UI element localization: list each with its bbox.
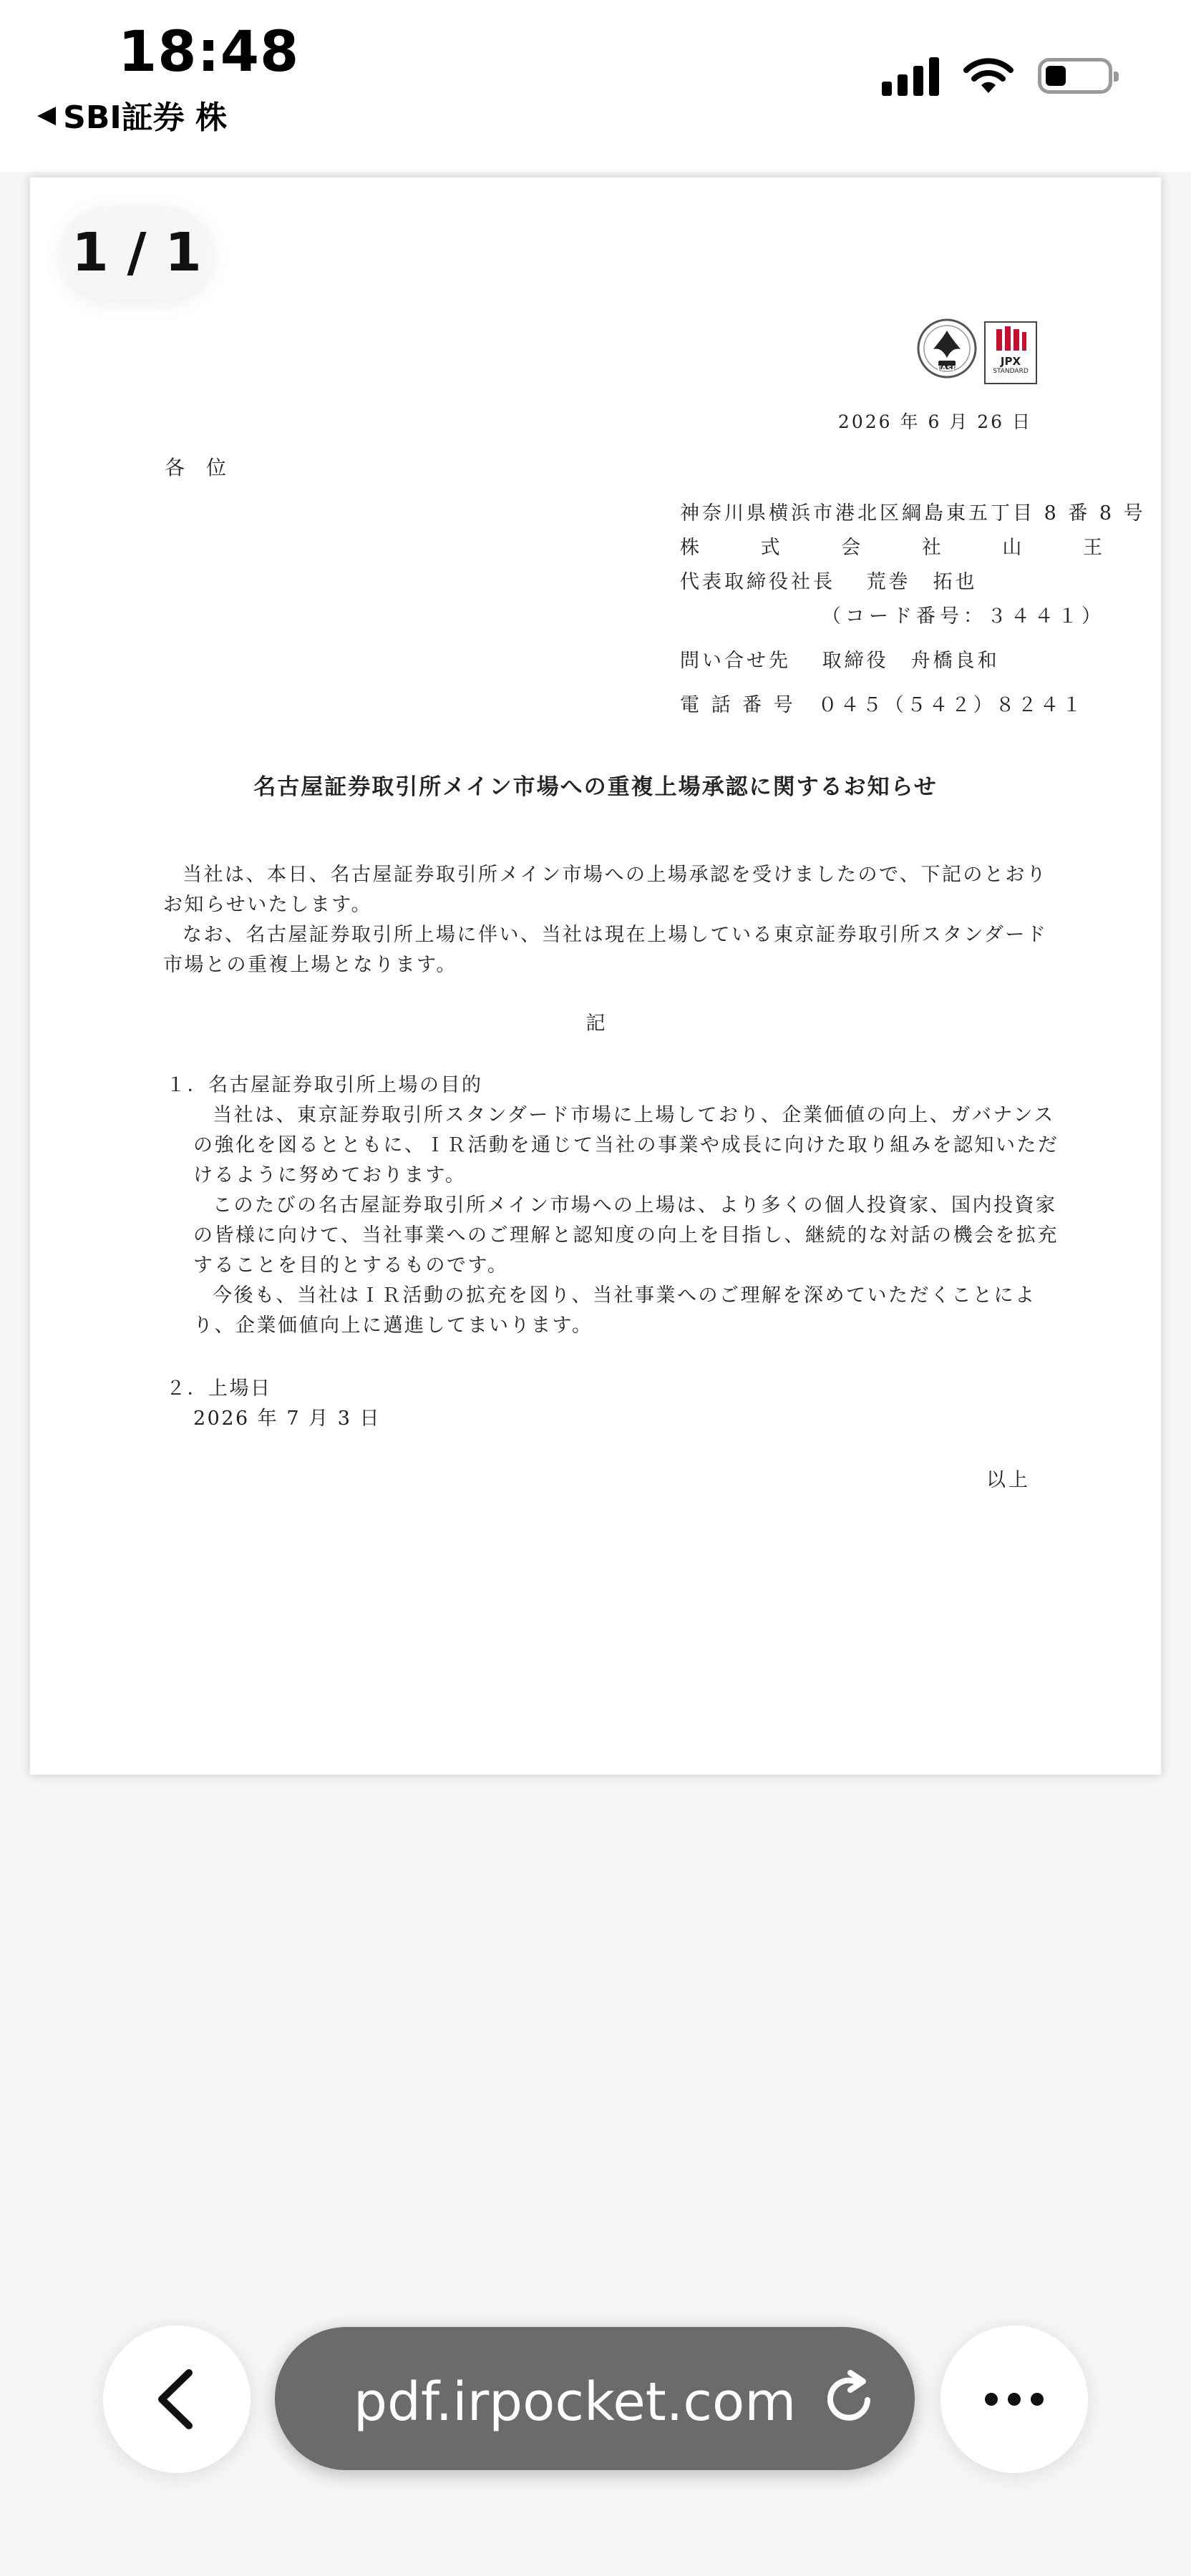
company-code: （コード番号：３４４１） [822,605,1105,628]
back-to-app-button[interactable] [37,92,227,137]
wifi-icon [963,57,1013,94]
jpx-logo-subtext: STANDARD [993,368,1029,375]
closing-text: 以上 [986,1469,1031,1491]
company-name: 株 式 会 社 山 王 [680,537,1105,559]
company-contact: 問い合せ先 取締役 舟橋良和 [680,650,1000,672]
section-listing-date [166,1374,1061,1434]
document-date: 2026 年 6 月 26 日 [837,411,1032,432]
fasf-logo-text: FASF [937,365,957,373]
section-paragraph: このたびの名古屋証券取引所メイン市場への上場は、より多くの個人投資家、国内投資家の皆様に向けて、当社事業へのご理解と認知度の向上を目指し、継続的な対話の機会を拡充することを目的とするものです。 [193,1194,1059,1277]
more-options-button[interactable] [940,2326,1088,2473]
document [30,177,1161,1775]
section-title: １．名古屋証券取引所上場の目的 [166,1074,483,1096]
addressee: 各位 [165,456,248,479]
chevron-left-icon [152,2367,202,2431]
ellipsis-dot-icon [1008,2393,1021,2406]
page-indicator: 1 / 1 [62,206,212,299]
back-app-label: SBI証券 株 [63,99,228,136]
intro-text [163,860,1058,980]
company-address: 神奈川県横浜市港北区綱島東五丁目 8 番 8 号 [680,502,1146,525]
cellular-signal-icon [882,56,939,96]
url-text: pdf.irpocket.com [354,2371,797,2433]
listing-date: 2026 年 7 月 3 日 [193,1407,381,1430]
ellipsis-dot-icon [985,2393,998,2406]
back-triangle-icon: ◀ [37,100,57,129]
ki-heading: 記 [585,1013,606,1035]
section-purpose [166,1070,1061,1341]
status-bar [0,0,1191,172]
section-title: ２．上場日 [166,1377,272,1400]
status-time: 18:48 [118,20,300,84]
document-title: 名古屋証券取引所メイン市場への重複上場承認に関するお知らせ [253,774,938,800]
battery-icon [1038,58,1112,94]
company-representative: 代表取締役社長 荒巻 拓也 [680,571,978,593]
company-info [680,497,1146,723]
company-phone: 電 話 番 号 ０４５（５４２）８２４１ [680,694,1084,716]
system-icons [882,56,1112,96]
back-button[interactable] [103,2326,251,2473]
address-bar[interactable] [275,2327,915,2470]
ellipsis-dot-icon [1031,2393,1044,2406]
section-paragraph: 当社は、東京証券取引所スタンダード市場に上場しており、企業価値の向上、ガバナンスの強化を図るとともに、ＩＲ活動を通じて当社の事業や成長に向けた取り組みを認知いただけるように努めております。 [193,1104,1059,1186]
section-paragraph: 今後も、当社はＩＲ活動の拡充を図り、当社事業へのご理解を深めていただくことにより、企業価値向上に邁進してまいります。 [193,1284,1036,1337]
jpx-logo-icon [983,321,1038,385]
pdf-page[interactable] [30,177,1161,1775]
jpx-logo-text: JPX [1000,355,1021,368]
intro-paragraph: 当社は、本日、名古屋証券取引所メイン市場への上場承認を受けましたので、下記のとおりお知らせいたします。 [163,864,1048,916]
reload-icon[interactable] [822,2368,879,2429]
intro-paragraph: なお、名古屋証券取引所上場に伴い、当社は現在上場している東京証券取引所スタンダード市場との重複上場となります。 [163,924,1048,976]
